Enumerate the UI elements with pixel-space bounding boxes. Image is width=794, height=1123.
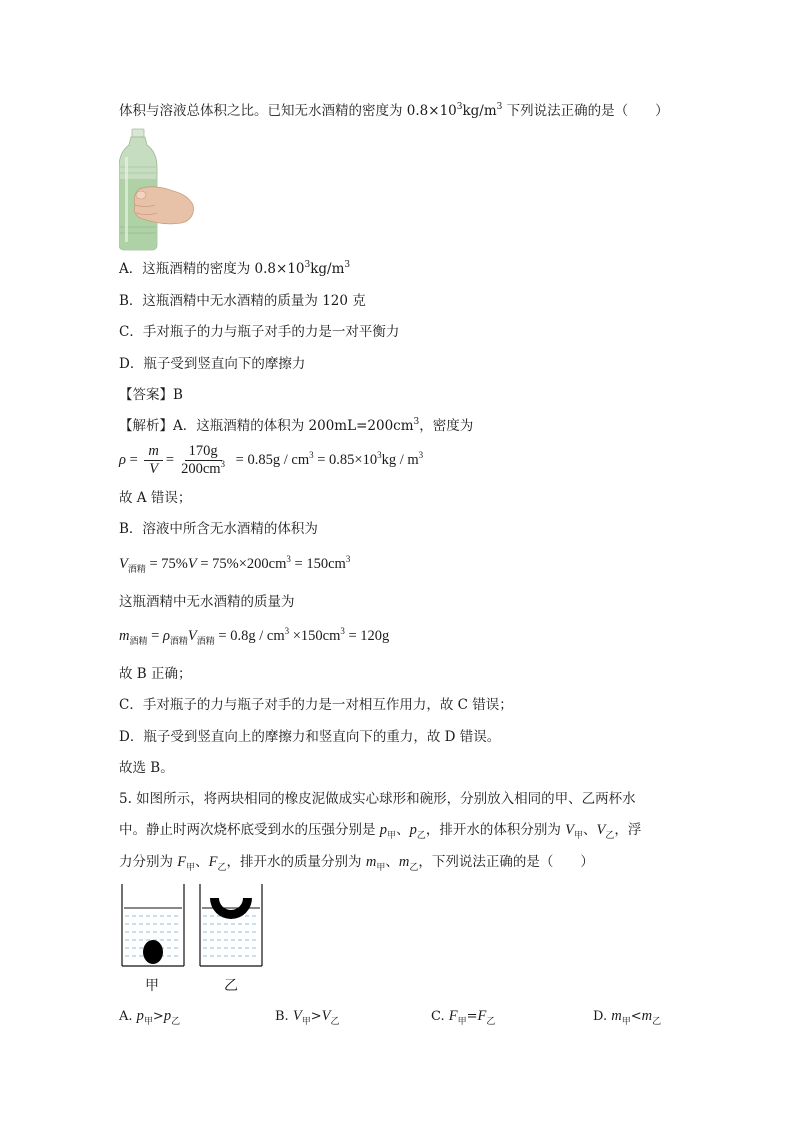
label-yi: 乙 [224, 978, 238, 994]
analysis-b-right: 故 B 正确； [119, 666, 192, 682]
analysis-c-line: C．手对瓶子的力与瓶子对手的力是一对相互作用力，故 C 错误； [119, 697, 513, 713]
option-c: C．手对瓶子的力与瓶子对手的力是一对平衡力 [119, 324, 400, 340]
volume-equation: $V_{酒精} = 75\%V = 75\%\times 200cm^3 = 150cm^3$ [119, 554, 351, 574]
analysis-choose: 故选 B。 [119, 760, 174, 776]
analysis-d-line: D．瓶子受到竖直向上的摩擦力和竖直向下的重力，故 D 错误。 [119, 729, 501, 745]
q5-line1: 5. 如图所示，将两块相同的橡皮泥做成实心球形和碗形，分别放入相同的甲、乙两杯水 [119, 791, 636, 807]
option-b: B．这瓶酒精中无水酒精的质量为 120 克 [119, 293, 366, 309]
analysis-mass-line: 这瓶酒精中无水酒精的质量为 [119, 594, 295, 610]
beakers-diagram [115, 880, 270, 992]
q5-option-c: C. $F_甲=F_乙$ [431, 1008, 496, 1027]
mass-equation: $m_{酒精} = \rho_{酒精}V_{酒精} = 0.8g / cm^3 \times 150cm^3 = 120g$ [119, 626, 390, 646]
solid-ball [143, 940, 163, 964]
fraction-m-v: $\frac{m}{V}$ [144, 443, 162, 478]
answer: 【答案】B [119, 387, 183, 403]
q5-line3: 力分别为 $F_甲$、$F_乙$，排开水的质量分别为 $m_甲$、$m_乙$，下列说法正确的是（ ） [119, 854, 594, 873]
q5-option-b: B. $V_甲>V_乙$ [275, 1008, 340, 1027]
bottle-hand-photo [119, 127, 195, 251]
q5-option-a: A. $p_甲>p_乙$ [119, 1008, 181, 1027]
q5-option-d: D. $m_甲<m_乙$ [593, 1008, 662, 1027]
question-intro: 体积与溶液总体积之比。已知无水酒精的密度为 $0.8\times 10^3kg/m^3$ 下列说法正确的是（ ） [119, 102, 669, 119]
beaker-jia [122, 884, 184, 966]
option-d: D．瓶子受到竖直向下的摩擦力 [119, 356, 306, 372]
q5-line2: 中。静止时两次烧杯底受到水的压强分别是 $p_甲$、$p_乙$，排开水的体积分别为 $V_甲$、$V_乙$，浮 [119, 822, 642, 841]
analysis-a-line: 【解析】A．这瓶酒精的体积为 $200mL=200cm^3$，密度为 [119, 417, 474, 434]
analysis-a-wrong: 故 A 错误； [119, 490, 192, 506]
label-jia: 甲 [145, 978, 159, 994]
fraction-value: $\frac{170g}{200cm^3}$ [181, 442, 226, 477]
beaker-yi [200, 884, 262, 966]
density-equation: ρ = $\frac{m}{V}$ = $\frac{170g}{200cm^3}$ = $0.85g / cm^3 = 0.85\times 10^3kg / m^3$ [119, 442, 424, 478]
analysis-b-line: B．溶液中所含无水酒精的体积为 [119, 521, 318, 537]
option-a: A．这瓶酒精的密度为 $0.8\times 10^3kg/m^3$ [119, 260, 351, 277]
